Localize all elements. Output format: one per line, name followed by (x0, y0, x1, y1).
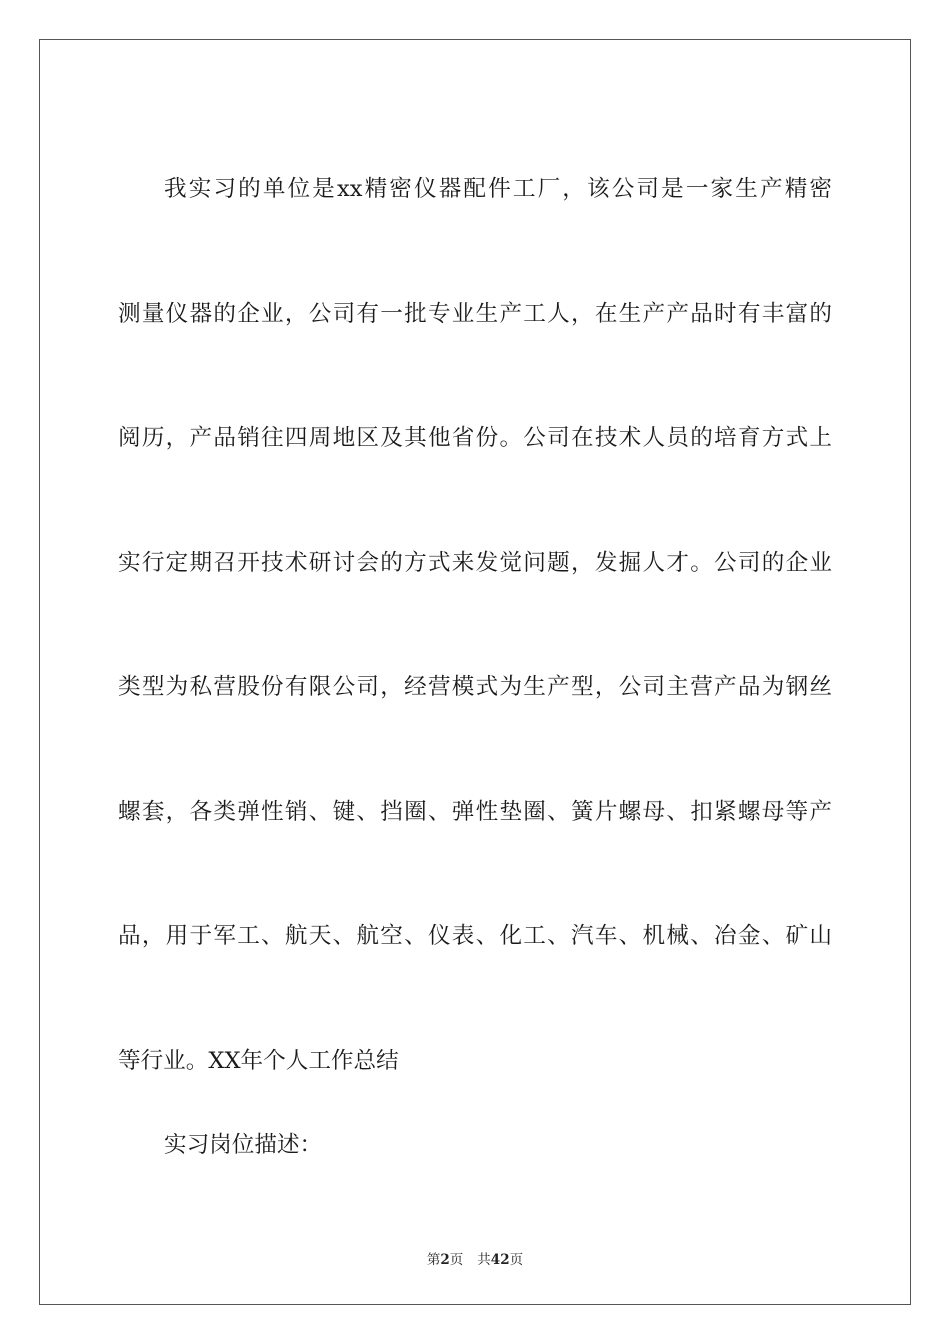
page-footer (0, 1248, 950, 1268)
paragraph-line: 螺套，各类弹性销、键、挡圈、弹性垫圈、簧片螺母、扣紧螺母等产 (118, 798, 832, 825)
paragraph-line: 我实习的单位是xx精密仪器配件工厂，该公司是一家生产精密 (164, 176, 832, 202)
paragraph-line: 等行业。XX年个人工作总结 (118, 1047, 399, 1074)
current-page-number: 2 (440, 1252, 450, 1268)
total-prefix: 共 (477, 1252, 491, 1268)
page-prefix: 第 (426, 1252, 441, 1268)
total-suffix: 页 (509, 1252, 524, 1268)
paragraph-line: 测量仪器的企业，公司有一批专业生产工人，在生产产品时有丰富的 (118, 300, 832, 327)
total-page-count: 42 (490, 1252, 510, 1268)
paragraph-line: 品，用于军工、航天、航空、仪表、化工、汽车、机械、冶金、矿山 (118, 923, 832, 949)
page-suffix: 页 (449, 1252, 464, 1268)
section-heading: 实习岗位描述： (164, 1132, 323, 1158)
paragraph-line: 阅历，产品销往四周地区及其他省份。公司在技术人员的培育方式上 (118, 425, 832, 451)
body-paragraph (118, 127, 832, 1123)
paragraph-line: 类型为私营股份有限公司，经营模式为生产型，公司主营产品为钢丝 (118, 674, 832, 700)
paragraph-line: 实行定期召开技术研讨会的方式来发觉问题，发掘人才。公司的企业 (118, 549, 832, 576)
